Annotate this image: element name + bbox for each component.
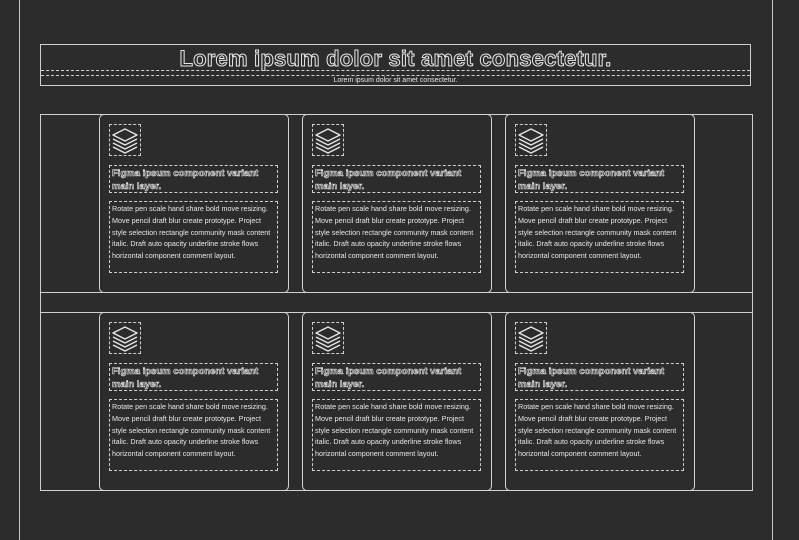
header-divider <box>41 70 750 71</box>
layers-icon <box>109 322 141 354</box>
card-title-frame <box>312 165 481 193</box>
card-row-2 <box>40 312 753 491</box>
layers-icon <box>312 322 344 354</box>
card-description-frame <box>515 399 684 471</box>
card-title: Figma ipsum component variant main layer. <box>315 366 462 390</box>
row-spacer <box>40 292 753 313</box>
card-row-1 <box>40 114 753 293</box>
card-description: Rotate pen scale hand share bold move resizing. Move pencil draft blur create prototype. Project style selection rectangle community mask content italic. Draft auto opacity underline stroke flows horizontal component comment layout. <box>518 204 677 261</box>
feature-card[interactable] <box>99 312 289 491</box>
card-description-frame <box>515 201 684 273</box>
card-description: Rotate pen scale hand share bold move resizing. Move pencil draft blur create prototype. Project style selection rectangle community mask content italic. Draft auto opacity underline stroke flows horizontal component comment layout. <box>518 402 677 459</box>
card-title: Figma ipsum component variant main layer. <box>518 366 665 390</box>
card-description-frame <box>109 201 278 273</box>
card-title: Figma ipsum component variant main layer. <box>518 168 665 192</box>
frame-guide-right <box>772 0 773 540</box>
feature-card[interactable] <box>505 114 695 293</box>
card-title-frame <box>109 165 278 193</box>
layers-icon <box>515 124 547 156</box>
header-title: Lorem ipsum dolor sit amet consectetur. <box>179 46 612 71</box>
layers-icon <box>109 124 141 156</box>
header-divider <box>41 75 750 76</box>
card-description-frame <box>312 201 481 273</box>
card-description: Rotate pen scale hand share bold move resizing. Move pencil draft blur create prototype. Project style selection rectangle community mask content italic. Draft auto opacity underline stroke flows horizontal component comment layout. <box>112 402 271 459</box>
card-title-frame <box>515 165 684 193</box>
card-description-frame <box>312 399 481 471</box>
feature-card[interactable] <box>302 114 492 293</box>
card-title: Figma ipsum component variant main layer. <box>112 366 259 390</box>
card-title: Figma ipsum component variant main layer. <box>315 168 462 192</box>
feature-card[interactable] <box>302 312 492 491</box>
card-title-frame <box>515 363 684 391</box>
card-title-frame <box>109 363 278 391</box>
layers-icon <box>312 124 344 156</box>
frame-guide-left <box>19 0 20 540</box>
feature-card[interactable] <box>99 114 289 293</box>
layers-icon <box>515 322 547 354</box>
header-section <box>40 44 751 86</box>
card-description: Rotate pen scale hand share bold move resizing. Move pencil draft blur create prototype. Project style selection rectangle community mask content italic. Draft auto opacity underline stroke flows horizontal component comment layout. <box>315 402 474 459</box>
feature-card[interactable] <box>505 312 695 491</box>
card-description: Rotate pen scale hand share bold move resizing. Move pencil draft blur create prototype. Project style selection rectangle community mask content italic. Draft auto opacity underline stroke flows horizontal component comment layout. <box>315 204 474 261</box>
header-subtitle: Lorem ipsum dolor sit amet consectetur. <box>333 77 458 84</box>
card-description: Rotate pen scale hand share bold move resizing. Move pencil draft blur create prototype. Project style selection rectangle community mask content italic. Draft auto opacity underline stroke flows horizontal component comment layout. <box>112 204 271 261</box>
card-title-frame <box>312 363 481 391</box>
card-title: Figma ipsum component variant main layer. <box>112 168 259 192</box>
card-description-frame <box>109 399 278 471</box>
